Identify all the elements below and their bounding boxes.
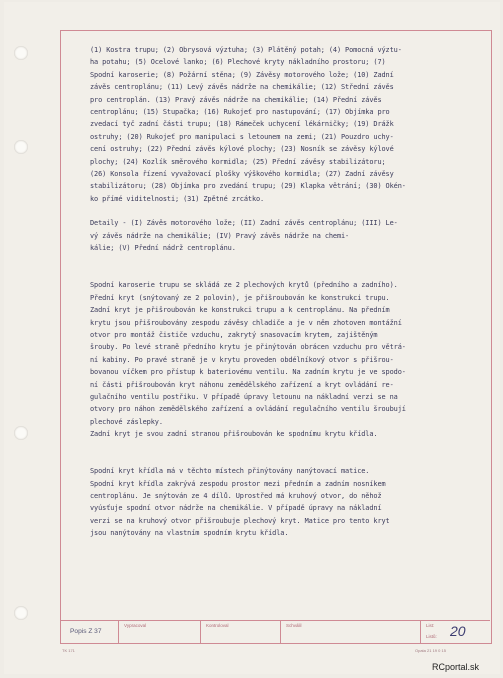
- text-line: ko přímé viditelnosti; (31) Zpětné zrcátko.: [90, 194, 265, 203]
- binder-hole: [14, 46, 28, 60]
- binder-hole: [14, 606, 28, 620]
- text-line: (26) Konsola řízení vyvažovací plošky výškového kormidla; (27) Zadní závěsy: [90, 169, 394, 178]
- text-line: jsou nanýtovány na vlastním spodním krytu křídla.: [90, 529, 289, 538]
- title-block-divider: [280, 621, 281, 643]
- binder-hole: [14, 140, 28, 154]
- details-line: Detaily - (I) Závěs motorového lože; (II) Zadní závěs centroplánu; (III) Le-: [90, 219, 398, 228]
- vypracoval-label: Vypracoval: [124, 623, 147, 628]
- document-code: Popis Z 37: [70, 628, 102, 635]
- text-line: zvedací tyč zadní části trupu; (18) Rámeček uchycení lékárničky; (19) Drážk: [90, 120, 394, 129]
- text-line: krytu jsou přišroubovány zespodu závěsy chladiče a je v něm zhotoven montážní: [90, 318, 402, 327]
- text-line: plechové záslepky.: [90, 417, 163, 426]
- form-code: TK 171: [62, 648, 75, 653]
- text-line: cení ostruhy; (22) Přední závěs kýlové plochy; (23) Nosník se závěsy kýlové: [90, 145, 394, 154]
- text-line: ní části přišroubován kryt náhonu zemědělského zařízení a kryt ovládání re-: [90, 380, 394, 389]
- text-line: Přední kryt (snýtovaný ze 2 polovin), je přišroubován ke konstrukci trupu.: [90, 293, 390, 302]
- text-line: závěs centroplánu; (11) Levý závěs nádrže na chemikálie; (12) Střední závěs: [90, 83, 394, 92]
- section-heading-line: Spodní karoserie trupu se skládá ze 2 plechových krytů (předního a zadního).: [90, 281, 398, 290]
- text-line: stabilizátoru; (28) Objímka pro zvedání trupu; (29) Klapka větrání; (30) Okén-: [90, 182, 406, 191]
- watermark: RCportal.sk: [432, 662, 480, 672]
- text-line: bovanou víčkem pro přístup k bateriovému ventilu. Na zadním krytu je ve spodo-: [90, 368, 406, 377]
- text-line: vyúsťuje spodní otvor nádrže na chemikálie. V případě úpravy na nákladní: [90, 504, 382, 513]
- text-line: otvor pro montáž čističe vzduchu, zakrytý snasovacím krytem, zajištěným: [90, 330, 378, 339]
- text-line: šrouby. Po levé straně předního krytu je přinýtován obrácen vzduchu pro větrá-: [90, 343, 406, 352]
- text-line: [90, 269, 476, 281]
- binder-hole: [14, 426, 28, 440]
- text-line: pro centroplán. (13) Pravý závěs nádrže na chemikálie; (14) Přední závěs: [90, 95, 382, 104]
- text-line: plochy; (24) Kozlík směrového kormidla; (25) Přední závěsy stabilizátoru;: [90, 157, 386, 166]
- details-line: vý závěs nádrže na chemikálie; (IV) Pravý závěs nádrže na chemi-: [90, 231, 350, 240]
- title-block-divider: [420, 621, 421, 643]
- title-block-divider: [200, 621, 201, 643]
- title-block-divider: [118, 621, 119, 643]
- print-code: Opata 21 19 0 15: [415, 648, 446, 653]
- title-block: [60, 620, 490, 643]
- text-line: centroplánu. Je snýtován ze 4 dílů. Uprostřed má kruhový otvor, do něhož: [90, 492, 382, 501]
- text-line: Spodní karoserie; (8) Požární stěna; (9) Závěsy motorového lože; (10) Zadní: [90, 70, 394, 79]
- text-line: centroplánu; (15) Stupačka; (16) Rukojeť pro nastupování; (17) Objímka pro: [90, 107, 390, 116]
- text-line: Spodní kryt křídla zakrývá zespodu prostor mezi předním a zadním nosníkem: [90, 479, 386, 488]
- text-line: verzi se na kruhový otvor přišroubuje plechový kryt. Matice pro tento kryt: [90, 516, 390, 525]
- text-line: [90, 443, 476, 455]
- details-line: kálie; (V) Přední nádrž centroplánu.: [90, 244, 236, 253]
- list-label: List:: [426, 623, 435, 628]
- text-line: Zadní kryt je přišroubován ke konstrukci trupu a k centroplánu. Na předním: [90, 306, 390, 315]
- section-heading-line: Spodní kryt křídla má v těchto místech přinýtovány nanýtovací matice.: [90, 467, 370, 476]
- kontroloval-label: Kontroloval: [206, 623, 229, 628]
- schvalil-label: Schválil: [286, 623, 302, 628]
- text-line: (1) Kostra trupu; (2) Obrysová výztuha; (3) Plátěný potah; (4) Pomocná výztu-: [90, 46, 402, 54]
- listu-label: Listů:: [426, 634, 437, 639]
- text-line: otvory pro náhon zemědělského zařízení a ovládání regulačního ventilu šroubují: [90, 405, 406, 414]
- text-line: ní kabiny. Po pravé straně je v krytu proveden obdélníkový otvor s přišrou-: [90, 355, 394, 364]
- text-line: [90, 207, 476, 219]
- text-line: ostruhy; (20) Rukojeť pro manipulaci s letounem na zemi; (21) Pouzdro uchy-: [90, 132, 394, 141]
- text-line: Zadní kryt je svou zadní stranou přišroubován ke spodnímu krytu křídla.: [90, 430, 378, 439]
- document-body: [90, 46, 476, 542]
- page-number: 20: [450, 623, 466, 639]
- text-line: [90, 455, 476, 467]
- text-line: ha potahu; (5) Ocelové lanko; (6) Plechové kryty nákladního prostoru; (7): [90, 58, 386, 67]
- text-line: gulačního ventilu postřiku. V případě úpravy letounu na nákladní verzi se na: [90, 392, 398, 401]
- text-line: [90, 257, 476, 269]
